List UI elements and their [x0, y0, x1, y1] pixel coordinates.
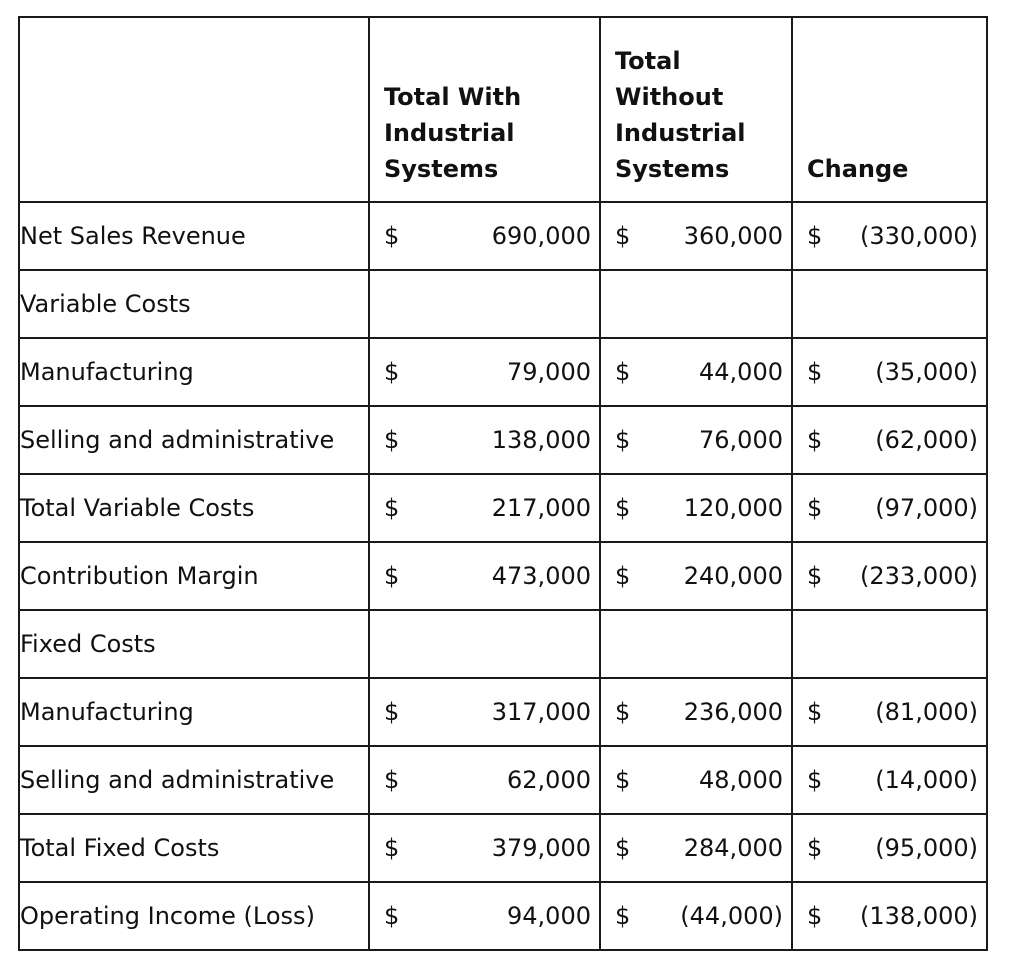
amount: 379,000 — [491, 834, 591, 862]
total-with-cell — [369, 338, 600, 406]
amount: 76,000 — [699, 426, 783, 454]
header-total-with: Total With Industrial Systems — [369, 17, 600, 202]
money-value — [793, 694, 986, 730]
money-value — [601, 422, 791, 458]
amount: (44,000) — [680, 902, 783, 930]
row-label: Fixed Costs — [19, 610, 369, 678]
total-with-cell — [369, 610, 600, 678]
income-comparison-table — [18, 16, 988, 951]
money-value — [370, 218, 599, 254]
table-row — [19, 814, 987, 882]
money-value — [370, 422, 599, 458]
money-value — [793, 830, 986, 866]
money-value — [601, 558, 791, 594]
money-value — [601, 830, 791, 866]
currency-symbol: $ — [807, 494, 823, 522]
money-value — [370, 354, 599, 390]
currency-symbol: $ — [807, 902, 823, 930]
row-label: Net Sales Revenue — [19, 202, 369, 270]
amount: (62,000) — [875, 426, 978, 454]
currency-symbol: $ — [615, 222, 631, 250]
total-without-cell — [600, 474, 792, 542]
total-without-cell — [600, 202, 792, 270]
change-cell — [792, 542, 987, 610]
table-body — [19, 202, 987, 950]
amount: 473,000 — [491, 562, 591, 590]
currency-symbol: $ — [807, 766, 823, 794]
amount: 138,000 — [491, 426, 591, 454]
currency-symbol: $ — [384, 902, 400, 930]
change-cell — [792, 610, 987, 678]
table-row — [19, 542, 987, 610]
amount: 690,000 — [491, 222, 591, 250]
amount: 44,000 — [699, 358, 783, 386]
amount: (138,000) — [860, 902, 978, 930]
amount: 317,000 — [491, 698, 591, 726]
money-value — [793, 422, 986, 458]
money-value — [793, 558, 986, 594]
total-with-cell — [369, 202, 600, 270]
header-row — [19, 17, 987, 202]
row-label: Manufacturing — [19, 678, 369, 746]
money-value — [601, 898, 791, 934]
amount: 217,000 — [491, 494, 591, 522]
total-with-cell — [369, 678, 600, 746]
money-value — [601, 694, 791, 730]
change-cell — [792, 338, 987, 406]
money-value — [793, 354, 986, 390]
amount: (81,000) — [875, 698, 978, 726]
header-total-without: Total Without Industrial Systems — [600, 17, 792, 202]
currency-symbol: $ — [807, 562, 823, 590]
currency-symbol: $ — [384, 358, 400, 386]
money-value — [793, 490, 986, 526]
change-cell — [792, 270, 987, 338]
table-row — [19, 474, 987, 542]
amount: 240,000 — [683, 562, 783, 590]
amount: 79,000 — [507, 358, 591, 386]
money-value — [370, 830, 599, 866]
total-without-cell — [600, 610, 792, 678]
amount: (233,000) — [860, 562, 978, 590]
money-value — [601, 354, 791, 390]
row-label: Contribution Margin — [19, 542, 369, 610]
money-value — [601, 218, 791, 254]
change-cell — [792, 746, 987, 814]
amount: (97,000) — [875, 494, 978, 522]
currency-symbol: $ — [615, 562, 631, 590]
table-row — [19, 338, 987, 406]
money-value — [793, 898, 986, 934]
currency-symbol: $ — [615, 426, 631, 454]
total-with-cell — [369, 882, 600, 950]
total-without-cell — [600, 746, 792, 814]
currency-symbol: $ — [384, 222, 400, 250]
currency-symbol: $ — [384, 698, 400, 726]
money-value — [370, 694, 599, 730]
money-value — [793, 762, 986, 798]
amount: (14,000) — [875, 766, 978, 794]
currency-symbol: $ — [384, 426, 400, 454]
table-row — [19, 678, 987, 746]
table-row — [19, 746, 987, 814]
amount: 236,000 — [683, 698, 783, 726]
money-value — [370, 762, 599, 798]
money-value — [793, 218, 986, 254]
currency-symbol: $ — [615, 834, 631, 862]
currency-symbol: $ — [384, 834, 400, 862]
amount: 94,000 — [507, 902, 591, 930]
currency-symbol: $ — [807, 426, 823, 454]
amount: 62,000 — [507, 766, 591, 794]
currency-symbol: $ — [807, 698, 823, 726]
total-with-cell — [369, 814, 600, 882]
table-row — [19, 270, 987, 338]
total-with-cell — [369, 474, 600, 542]
row-label: Selling and administrative — [19, 406, 369, 474]
total-without-cell — [600, 270, 792, 338]
table-row — [19, 610, 987, 678]
currency-symbol: $ — [807, 358, 823, 386]
currency-symbol: $ — [615, 358, 631, 386]
currency-symbol: $ — [615, 494, 631, 522]
header-change: Change — [792, 17, 987, 202]
change-cell — [792, 882, 987, 950]
table-row — [19, 202, 987, 270]
currency-symbol: $ — [384, 494, 400, 522]
total-with-cell — [369, 746, 600, 814]
total-without-cell — [600, 882, 792, 950]
table-row — [19, 406, 987, 474]
currency-symbol: $ — [615, 766, 631, 794]
total-without-cell — [600, 542, 792, 610]
amount: (330,000) — [860, 222, 978, 250]
currency-symbol: $ — [615, 698, 631, 726]
currency-symbol: $ — [384, 766, 400, 794]
money-value — [370, 558, 599, 594]
change-cell — [792, 406, 987, 474]
table-row — [19, 882, 987, 950]
amount: (35,000) — [875, 358, 978, 386]
row-label: Operating Income (Loss) — [19, 882, 369, 950]
amount: 284,000 — [683, 834, 783, 862]
total-without-cell — [600, 406, 792, 474]
amount: 360,000 — [683, 222, 783, 250]
amount: 120,000 — [683, 494, 783, 522]
change-cell — [792, 474, 987, 542]
row-label: Total Fixed Costs — [19, 814, 369, 882]
row-label: Variable Costs — [19, 270, 369, 338]
change-cell — [792, 202, 987, 270]
money-value — [370, 490, 599, 526]
money-value — [601, 490, 791, 526]
money-value — [601, 762, 791, 798]
money-value — [370, 898, 599, 934]
total-with-cell — [369, 406, 600, 474]
total-with-cell — [369, 270, 600, 338]
row-label: Selling and administrative — [19, 746, 369, 814]
row-label: Total Variable Costs — [19, 474, 369, 542]
currency-symbol: $ — [384, 562, 400, 590]
amount: (95,000) — [875, 834, 978, 862]
currency-symbol: $ — [615, 902, 631, 930]
change-cell — [792, 678, 987, 746]
total-without-cell — [600, 814, 792, 882]
total-without-cell — [600, 678, 792, 746]
row-label: Manufacturing — [19, 338, 369, 406]
total-without-cell — [600, 338, 792, 406]
currency-symbol: $ — [807, 834, 823, 862]
total-with-cell — [369, 542, 600, 610]
change-cell — [792, 814, 987, 882]
currency-symbol: $ — [807, 222, 823, 250]
header-blank — [19, 17, 369, 202]
amount: 48,000 — [699, 766, 783, 794]
